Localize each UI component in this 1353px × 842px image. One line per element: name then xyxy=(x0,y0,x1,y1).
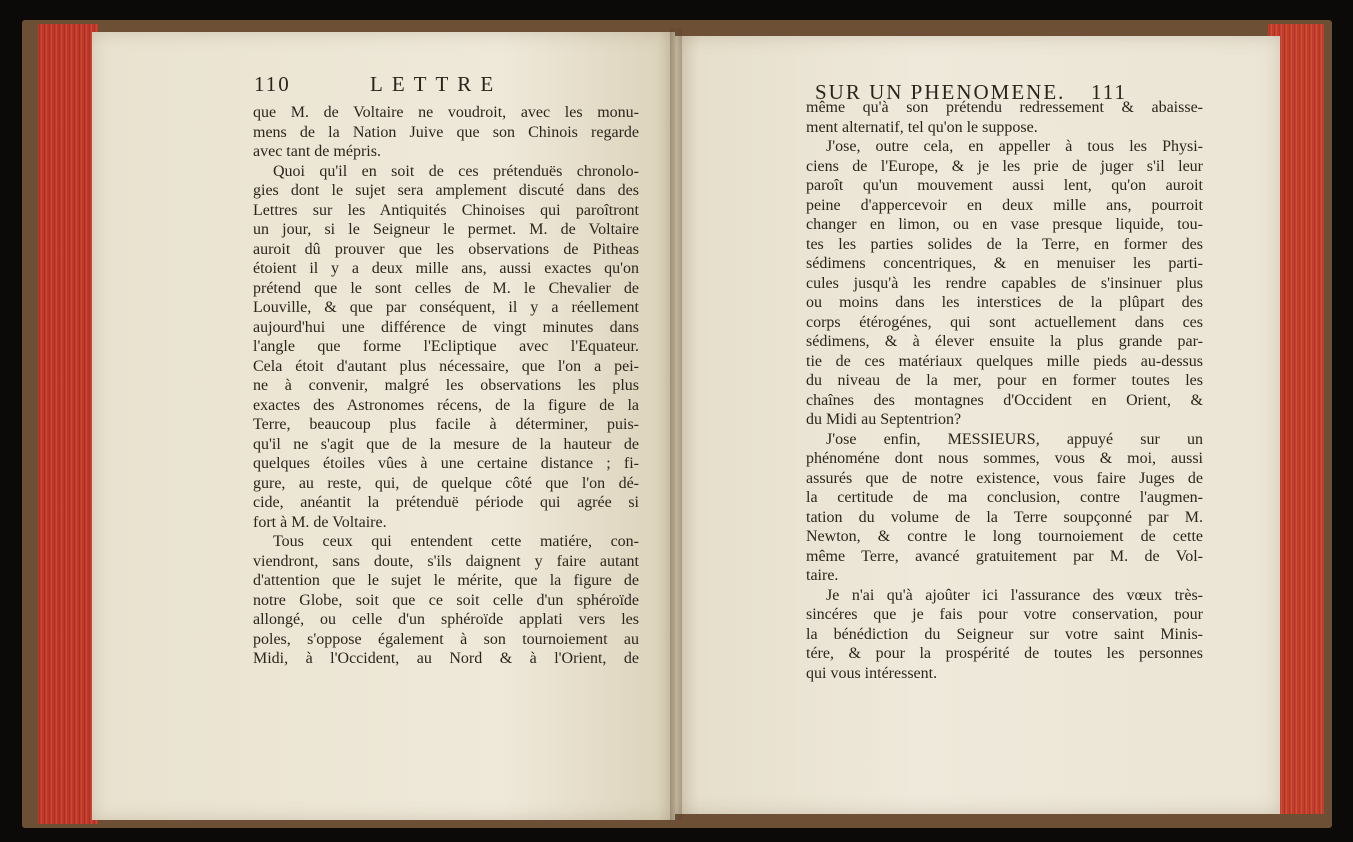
right-running-head: SUR UN PHENOMENE. xyxy=(815,80,1066,104)
text-line: la bénédiction du Seigneur sur votre saint Minis- xyxy=(806,625,1203,643)
text-line: taire. xyxy=(806,567,839,584)
text-line: cide, anéantit la prétenduë période qui agrée si xyxy=(253,494,639,511)
text-line: auroit dû prouver que les observations de Pitheas xyxy=(253,240,639,258)
text-line: aujourd'hui une différence de vingt minutes dans xyxy=(253,318,639,336)
text-line: sincéres que je fais pour votre conservation, pour xyxy=(806,606,1203,623)
text-line: Tous ceux qui entendent cette matiére, con- xyxy=(273,533,639,550)
text-line: du Midi au Septentrion? xyxy=(806,411,962,428)
text-line: ne à convenir, malgré les observations les plus xyxy=(253,377,639,394)
text-line: poles, s'oppose également à son tournoiement au xyxy=(253,630,639,648)
text-line: fort à M. de Voltaire. xyxy=(253,513,387,531)
text-line: tes les parties solides de la Terre, en former des xyxy=(806,235,1203,253)
right-page-number: 111 xyxy=(1091,80,1127,104)
text-line: Newton, & contre le long tournoiement de cette xyxy=(806,528,1203,545)
text-line: Midi, à l'Occident, au Nord & à l'Orient, de xyxy=(253,650,639,667)
right-page xyxy=(675,36,1280,814)
left-page-number: 110 xyxy=(254,72,291,96)
text-line: cules jusqu'à les rendre capables de s'insinuer plus xyxy=(806,274,1203,292)
text-line: peine d'appercevoir en deux mille ans, pourroit xyxy=(806,196,1203,214)
text-line: Cela étoit d'autant plus nécessaire, que l'on a pei- xyxy=(253,357,639,375)
text-line: viendront, sans doute, s'ils daignent y faire autant xyxy=(253,552,639,570)
right-page-text xyxy=(806,98,1203,683)
text-line: qui vous intéressent. xyxy=(806,664,938,682)
left-page-text xyxy=(253,103,639,669)
text-line: prétend que le sont celles de M. le Chevalier de xyxy=(253,279,639,297)
text-line: la certitude de ma conclusion, contre l'augmen- xyxy=(806,489,1203,506)
text-line: d'attention que le sujet le mérite, que la figure de xyxy=(253,572,639,589)
text-line: allongé, ou celle d'un sphéroïde applati vers les xyxy=(253,611,639,628)
left-running-head: LETTRE xyxy=(370,72,503,96)
left-page-edges xyxy=(38,24,98,824)
text-line: même Terre, avancé gratuitement par M. de Vol- xyxy=(806,547,1203,565)
text-line: phénoméne dont nous sommes, vous & moi, aussi xyxy=(806,450,1203,467)
text-line: que M. de Voltaire ne voudroit, avec les monu- xyxy=(253,104,639,121)
left-page xyxy=(92,32,675,820)
text-line: mens de la Nation Juive que son Chinois regarde xyxy=(253,123,639,141)
text-line: tére, & pour la prospérité de toutes les personnes xyxy=(806,645,1203,662)
text-line: avec tant de mépris. xyxy=(253,143,381,160)
text-line: sédimens, & à élever ensuite la plus grande par- xyxy=(806,333,1203,350)
text-line: gure, au reste, qui, de quelque côté que l'on dé- xyxy=(253,474,639,492)
text-line: sédimens concentriques, & en menuiser les parti- xyxy=(806,255,1203,272)
text-line: changer en limon, ou en vase presque liquide, tou- xyxy=(806,216,1203,233)
text-line: assurés que de notre existence, vous faire Juges de xyxy=(806,469,1203,487)
text-line: corps étérogénes, qui sont actuellement dans ces xyxy=(806,313,1203,331)
text-line: tie de ces matériaux quelques mille pieds au-dessus xyxy=(806,352,1203,370)
text-line: tation du volume de la Terre soupçonné par M. xyxy=(806,508,1203,526)
text-line: étoient il y a deux mille ans, aussi exactes qu'on xyxy=(253,260,639,277)
text-line: J'ose enfin, MESSIEURS, appuyé sur un xyxy=(826,430,1203,448)
text-line: notre Globe, soit que ce soit celle d'un sphéroïde xyxy=(253,591,639,609)
text-line: Lettres sur les Antiquités Chinoises qui paroîtront xyxy=(253,201,639,219)
text-line: qu'il ne s'agit que de la mesure de la hauteur de xyxy=(253,435,639,453)
book-gutter xyxy=(670,28,682,820)
text-line: chaînes des montagnes d'Occident en Orient, & xyxy=(806,391,1203,409)
text-line: un jour, si le Seigneur le permet. M. de Voltaire xyxy=(253,221,639,238)
text-line: ment alternatif, tel qu'on le suppose. xyxy=(806,118,1038,136)
text-line: exactes des Astronomes récens, de la figure de la xyxy=(253,396,639,414)
text-line: Je n'ai qu'à ajoûter ici l'assurance des vœux très- xyxy=(826,586,1203,604)
text-line: paroît qu'un mouvement aussi lent, qu'on auroit xyxy=(806,177,1203,194)
text-line: ou moins dans les interstices de la plûpart des xyxy=(806,294,1203,311)
text-line: Terre, beaucoup plus facile à déterminer, puis- xyxy=(253,416,639,433)
text-line: Louville, & que par conséquent, il y a réellement xyxy=(253,299,639,316)
text-line: gies dont le sujet sera amplement discuté dans des xyxy=(253,182,639,199)
text-line: Quoi qu'il en soit de ces prétenduës chronolo- xyxy=(273,162,639,180)
text-line: l'angle que forme l'Ecliptique avec l'Equateur. xyxy=(253,338,639,355)
text-line: même qu'à son prétendu redressement & abaisse- xyxy=(806,99,1203,116)
text-line: ciens de l'Europe, & je les prie de juger s'il leur xyxy=(806,157,1203,175)
text-line: du niveau de la mer, pour en former toutes les xyxy=(806,372,1203,389)
text-line: J'ose, outre cela, en appeller à tous les Physi- xyxy=(826,138,1203,155)
text-line: quelques étoiles vûes à une certaine distance ; fi- xyxy=(253,455,639,472)
